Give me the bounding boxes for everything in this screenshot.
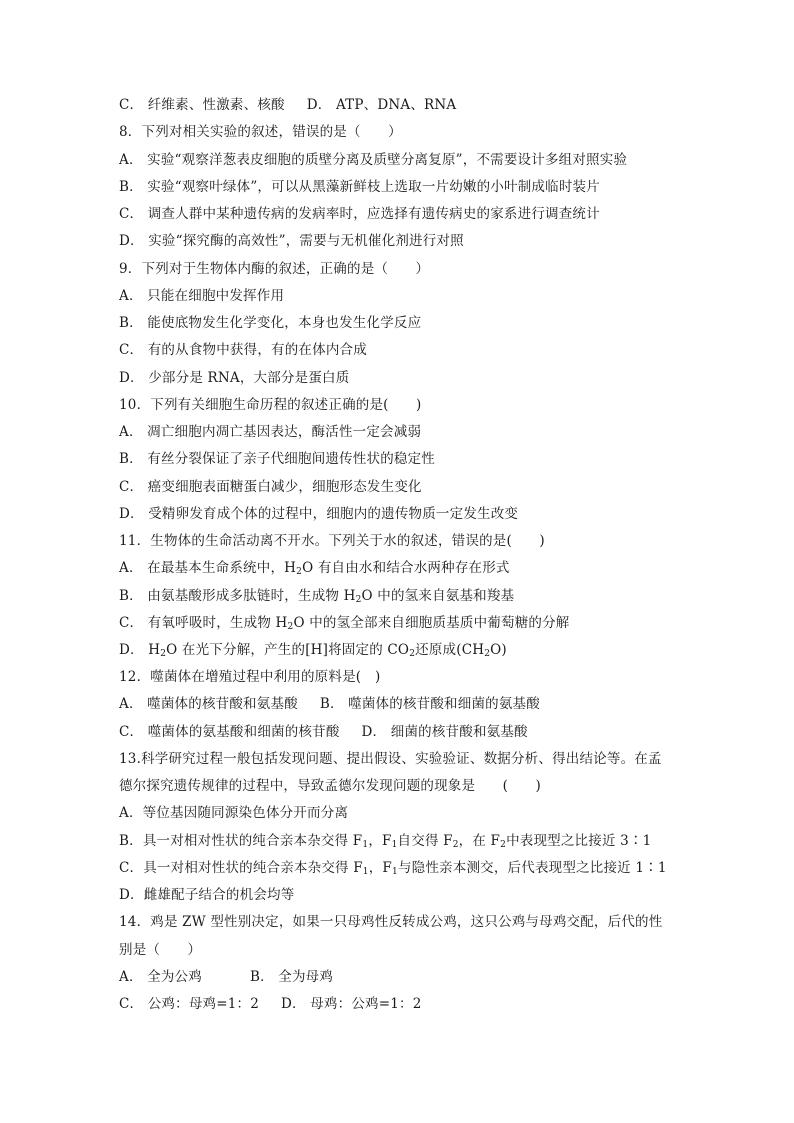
q14-option-a: A． 全为公鸡 bbox=[119, 969, 202, 985]
q9-option-b: B． 能使底物发生化学变化，本身也发生化学反应 bbox=[119, 315, 422, 331]
q12-option-c: C． 噬菌体的氨基酸和细菌的核苷酸 bbox=[119, 724, 340, 740]
q11-option-b: B． 由氨基酸形成多肽链时，生成物 $H_2O$ 中的氢来自氨基和羧基 bbox=[119, 588, 515, 605]
q12-option-a: A． 噬菌体的核苷酸和氨基酸 bbox=[119, 696, 298, 712]
q12-options-cd bbox=[119, 722, 528, 742]
q8-option-d: D． 实验“探究酶的高效性”，需要与无机催化剂进行对照 bbox=[119, 233, 464, 249]
q14-options-cd bbox=[119, 994, 422, 1014]
q12-option-d: D． 细菌的核苷酸和氨基酸 bbox=[361, 724, 528, 740]
q8-option-b: B． 实验“观察叶绿体”，可以从黑藻新鲜枝上选取一片幼嫩的小叶制成临时装片 bbox=[119, 179, 600, 195]
q9-option-d: D． 少部分是 RNA，大部分是蛋白质 bbox=[119, 370, 350, 386]
q10-option-b: B． 有丝分裂保证了亲子代细胞间遗传性状的稳定性 bbox=[119, 451, 436, 467]
q14-option-d: D． 母鸡：公鸡=1：2 bbox=[281, 996, 422, 1012]
q13-option-a: A．等位基因随同源染色体分开而分离 bbox=[119, 805, 349, 821]
q13-stem-line1: 13.科学研究过程一般包括发现问题、提出假设、实验验证、数据分析、得出结论等。在孟 bbox=[119, 751, 662, 767]
q13-option-c: C．具一对相对性状的纯合亲本杂交得 $F_1$，$F_1$与隐性亲本测交，后代表现型之比接近 1∶1 bbox=[119, 860, 667, 877]
q11-stem: 11．生物体的生命活动离不开水。下列关于水的叙述，错误的是( ) bbox=[119, 533, 545, 549]
q13-option-d: D．雌雄配子结合的机会均等 bbox=[119, 887, 295, 903]
q13-stem-line2: 德尔探究遗传规律的过程中，导致孟德尔发现问题的现象是 ( ) bbox=[119, 778, 541, 794]
q11-option-c: C． 有氧呼吸时，生成物 $H_2O$ 中的氢全部来自细胞质基质中葡萄糖的分解 bbox=[119, 615, 570, 632]
q8-stem: 8．下列对相关实验的叙述，错误的是（ ） bbox=[119, 124, 402, 140]
q12-stem: 12．噬菌体在增殖过程中利用的原料是( ) bbox=[119, 669, 381, 685]
q7-option-d: D． ATP、DNA、RNA bbox=[306, 97, 457, 113]
q8-option-c: C． 调查人群中某种遗传病的发病率时，应选择有遗传病史的家系进行调查统计 bbox=[119, 206, 600, 222]
q10-option-a: A． 凋亡细胞内凋亡基因表达，酶活性一定会减弱 bbox=[119, 424, 422, 440]
q10-option-c: C． 癌变细胞表面糖蛋白减少，细胞形态发生变化 bbox=[119, 479, 422, 495]
q9-option-c: C． 有的从食物中获得，有的在体内合成 bbox=[119, 342, 367, 358]
q10-stem: 10．下列有关细胞生命历程的叙述正确的是( ) bbox=[119, 397, 422, 413]
q7-options-cd bbox=[119, 95, 456, 115]
q12-option-b: B． 噬菌体的核苷酸和细菌的氨基酸 bbox=[319, 696, 540, 712]
q14-option-b: B． 全为母鸡 bbox=[249, 969, 334, 985]
q12-options-ab bbox=[119, 694, 540, 714]
q9-option-a: A． 只能在细胞中发挥作用 bbox=[119, 288, 285, 304]
q13-option-b: B．具一对相对性状的纯合亲本杂交得 $F_1$，$F_1$自交得 $F_2$，在 $F_2$中表现型之比接近 3∶1 bbox=[119, 833, 652, 850]
q14-option-c: C． 公鸡：母鸡=1：2 bbox=[119, 996, 260, 1012]
q14-stem-line2: 别是（ ） bbox=[119, 942, 202, 958]
q10-option-d: D． 受精卵发育成个体的过程中，细胞内的遗传物质一定发生改变 bbox=[119, 506, 519, 522]
q11-option-a: A． 在最基本生命系统中，$H_2O$ 有自由水和结合水两种存在形式 bbox=[119, 560, 510, 577]
q14-options-ab bbox=[119, 967, 333, 987]
q8-option-a: A． 实验“观察洋葱表皮细胞的质壁分离及质壁分离复原”，不需要设计多组对照实验 bbox=[119, 152, 628, 168]
q11-option-d: D． $H_2O$ 在光下分解，产生的[H]将固定的 $CO_2$还原成$(CH_2O)$ bbox=[119, 642, 507, 659]
q9-stem: 9．下列对于生物体内酶的叙述，正确的是（ ） bbox=[119, 261, 430, 277]
q7-option-c: C． 纤维素、性激素、核酸 bbox=[119, 97, 285, 113]
q14-stem-line1: 14．鸡是 ZW 型性别决定，如果一只母鸡性反转成公鸡，这只公鸡与母鸡交配，后代的性 bbox=[119, 914, 663, 930]
